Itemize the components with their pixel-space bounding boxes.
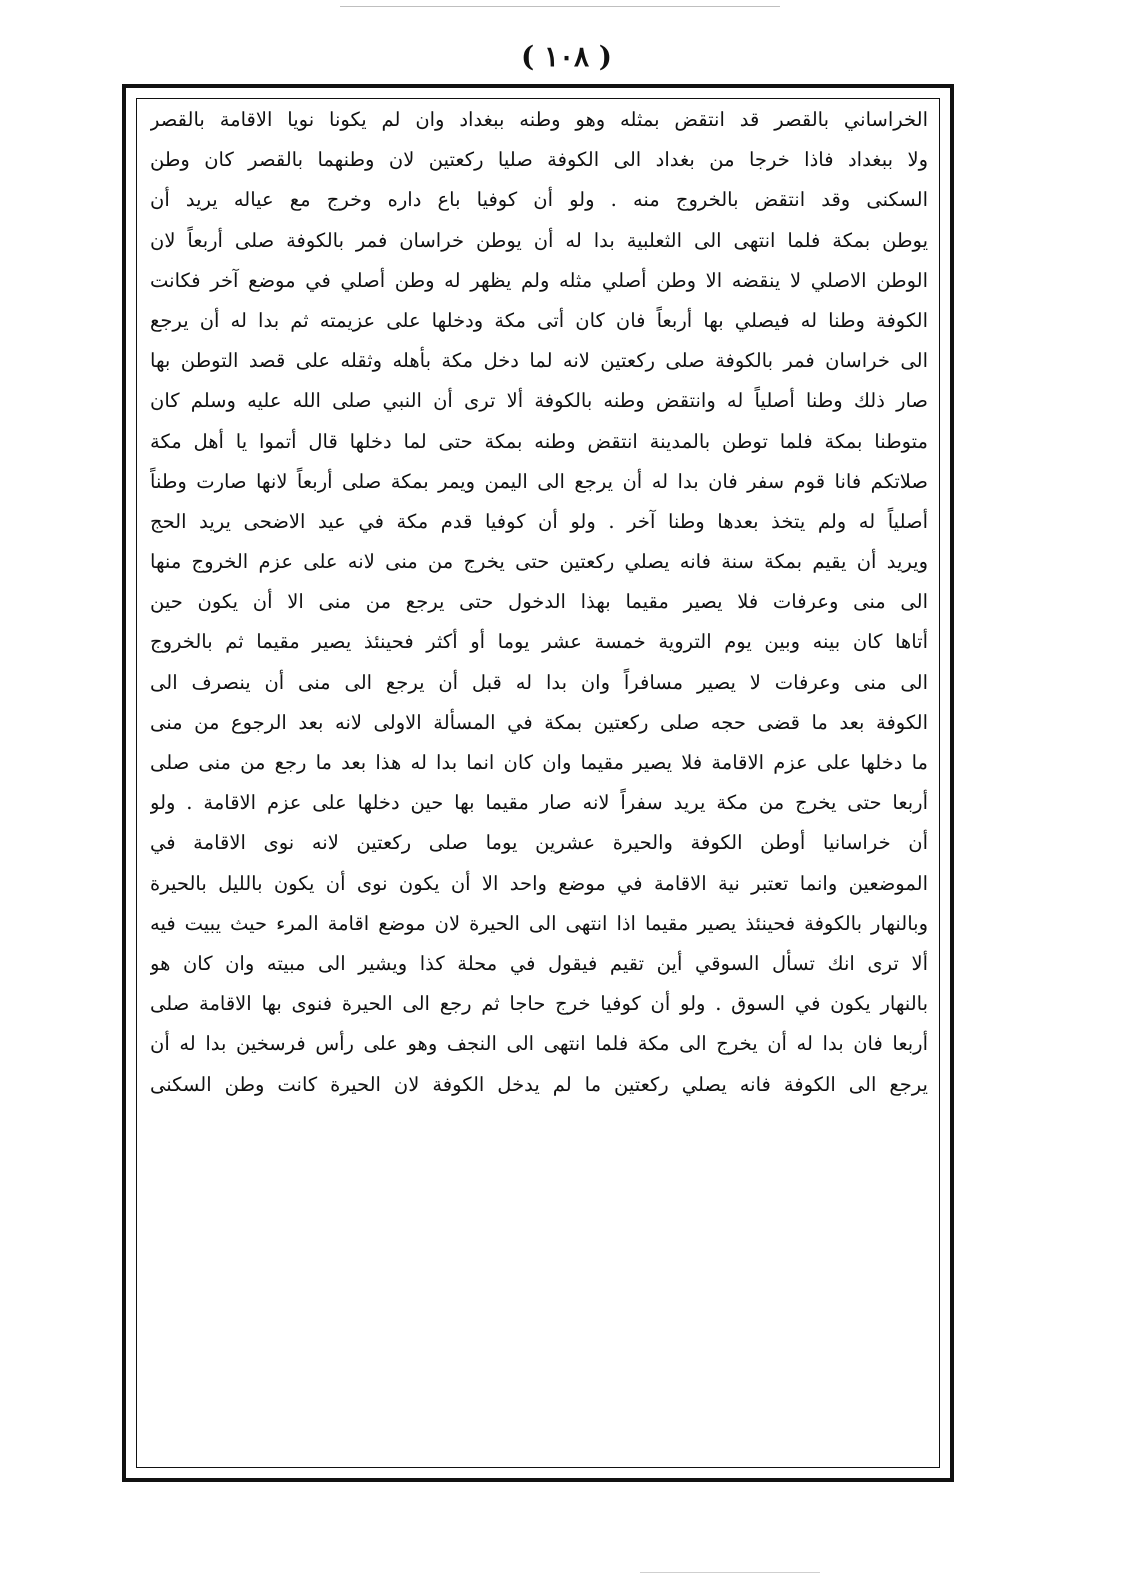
text-line: الموضعين وانما تعتبر نية الاقامة في موضع واحد الا أن يكون نوى أن يكون بالليل بالحيرة (150, 871, 928, 895)
text-line: السكنى وقد انتقض بالخروج منه . ولو أن كوفيا باع داره وخرج مع عياله يريد أن (150, 188, 928, 212)
text-line: أربعا فان بدا له أن يخرج الى مكة فلما انتهى الى النجف وهو على رأس فرسخين بدا له أن (150, 1032, 928, 1056)
text-line: ويريد أن يقيم بمكة سنة فانه يصلي ركعتين حتى يخرج من منى لانه على عزم الخروج منها (150, 550, 928, 574)
text-line: الكوفة بعد ما قضى حجه صلى ركعتين بمكة في المسألة الاولى لانه بعد الرجوع من منى (150, 710, 928, 734)
text-line: صار ذلك وطنا أصلياً له وانتقض وطنه بالكوفة ألا ترى أن النبي صلى الله عليه وسلم كان (150, 389, 928, 413)
page-number: ( ١٠٨ ) (520, 40, 613, 73)
text-line: صلاتكم فانا قوم سفر فان بدا له أن يرجع الى اليمن ويمر بمكة صلى أربعاً لانها صارت وطناً (150, 469, 928, 493)
text-line: يوطن بمكة فلما انتهى الى الثعلبية بدا له أن يوطن خراسان فمر بالكوفة صلى أربعاً لان (150, 228, 928, 252)
text-line: أن خراسانيا أوطن الكوفة والحيرة عشرين يوما صلى ركعتين لانه نوى الاقامة في (150, 831, 928, 855)
text-line: الى منى وعرفات فلا يصير مقيما بهذا الدخول حتى يرجع من منى الا أن يكون حين (150, 590, 928, 614)
text-line: أصلياً له ولم يتخذ بعدها وطنا آخر . ولو أن كوفيا قدم مكة في عيد الاضحى يريد الحج (150, 509, 928, 533)
text-line: ما دخلها على عزم الاقامة فلا يصير مقيما وان كان انما بدا له هذا بعد ما رجع من منى صلى (150, 751, 928, 774)
text-line: أتاها كان بينه وبين يوم التروية خمسة عشر يوما أو أكثر فحينئذ يصير مقيما ثم بالخروج (150, 630, 928, 654)
text-line: يرجع الى الكوفة فانه يصلي ركعتين ما لم يدخل الكوفة لان الحيرة كانت وطن السكنى (150, 1072, 928, 1096)
top-rule (340, 6, 780, 7)
text-line: الى منى وعرفات لا يصير مسافراً وان بدا له قبل أن يرجع الى منى أن ينصرف الى (150, 670, 928, 694)
text-line: متوطنا بمكة فلما توطن بالمدينة انتقض وطنه بمكة حتى لما دخلها قال أتموا يا أهل مكة (150, 429, 928, 453)
text-line: الكوفة وطنا له فيصلي بها أربعاً فان كان أتى مكة ودخلها على عزيمته ثم بدا له أن يرجع (150, 308, 928, 332)
text-line: بالنهار يكون في السوق . ولو أن كوفيا خرج حاجا ثم رجع الى الحيرة فنوى بها الاقامة صلى (150, 992, 928, 1016)
text-line: ولا ببغداد فاذا خرجا من بغداد الى الكوفة صليا ركعتين لان وطنهما بالقصر كان وطن (150, 148, 928, 172)
text-line: ألا ترى انك تسأل السوقي أين تقيم فيقول في محلة كذا ويشير الى مبيته وان كان هو (150, 951, 928, 975)
text-line: الوطن الاصلي لا ينقضه الا وطن أصلي مثله ولم يظهر له وطن أصلي في موضع آخر فكانت (150, 268, 928, 292)
body-text (150, 100, 928, 1105)
bottom-rule (640, 1572, 820, 1573)
text-line: وبالنهار بالكوفة فحينئذ يصير مقيما اذا انتهى الى الحيرة لان موضع اقامة المرء حيث يبيت فيه (150, 911, 928, 935)
text-line: الخراساني بالقصر قد انتقض بمثله وهو وطنه ببغداد وان لم يكونا نويا الاقامة بالقصر (150, 108, 928, 131)
text-line: الى خراسان فمر بالكوفة صلى ركعتين لانه لما دخل مكة بأهله وثقله على قصد التوطن بها (150, 349, 928, 373)
text-line: أربعا حتى يخرج من مكة يريد سفراً لانه صار مقيما بها حين دخلها على عزم الاقامة . ولو (150, 791, 928, 815)
